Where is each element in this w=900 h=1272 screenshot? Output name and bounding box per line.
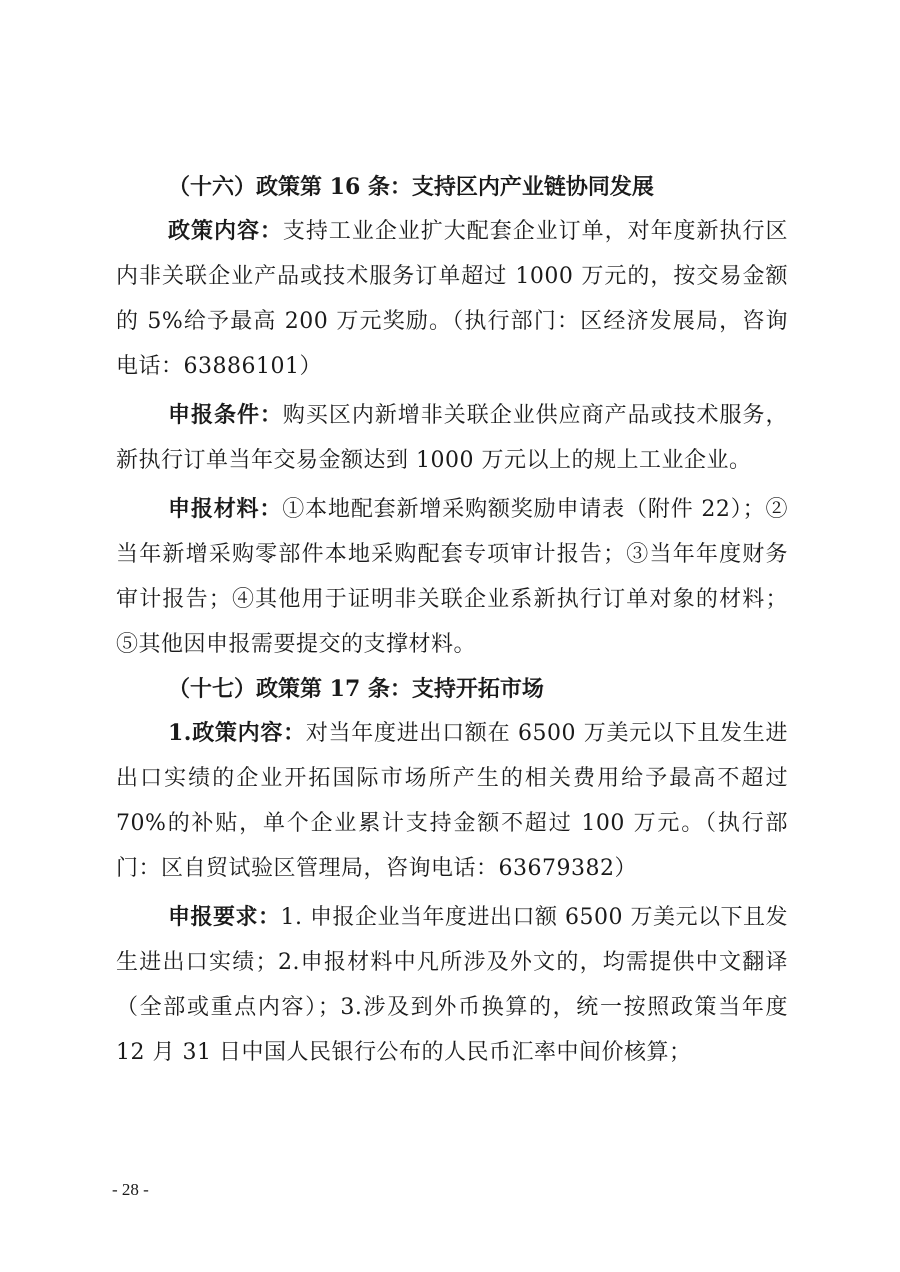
section-16-heading: （十六）政策第 16 条：支持区内产业链协同发展	[168, 174, 654, 200]
application-requirement-label: 申报要求：	[168, 904, 281, 930]
section-17-heading: （十七）政策第 17 条：支持开拓市场	[168, 676, 544, 702]
application-materials-label: 申报材料：	[168, 496, 283, 522]
page-number: - 28 -	[112, 1180, 149, 1199]
application-requirement-text: 1. 申报企业当年度进出口额 6500 万美元以下且发生进出口实绩；2.申报材料中凡所涉及外文的，均需提供中文翻译（全部或重点内容）；3.涉及到外币换算的，统一按照政策当年度 12 月 31 日中国人民银行公布的人民币汇率中间价核算；	[116, 905, 788, 1065]
page-content	[116, 165, 788, 1075]
section-17-requirement	[116, 895, 788, 1075]
application-materials-text: ①本地配套新增采购额奖励申请表（附件 22）；②当年新增采购零部件本地采购配套专项审计报告；③当年年度财务审计报告；④其他用于证明非关联企业系新执行订单对象的材料；⑤其他因申报需要提交的支撑材料。	[116, 497, 788, 657]
policy-content-label: 1.政策内容：	[168, 720, 306, 746]
section-17-content	[116, 711, 788, 891]
policy-content-text: 支持工业企业扩大配套企业订单，对年度新执行区内非关联企业产品或技术服务订单超过 1000 万元的，按交易金额的 5%给予最高 200 万元奖励。（执行部门：区经济发展局，咨询电话：63886101）	[116, 219, 788, 379]
section-16-materials	[116, 487, 788, 667]
policy-content-text: 对当年度进出口额在 6500 万美元以下且发生进出口实绩的企业开拓国际市场所产生的相关费用给予最高不超过 70%的补贴，单个企业累计支持金额不超过 100 万元。（执行部门：区自贸试验区管理局，咨询电话：63679382）	[116, 721, 789, 881]
application-condition-label: 申报条件：	[168, 402, 283, 428]
policy-content-label: 政策内容：	[168, 218, 283, 244]
application-condition-text: 购买区内新增非关联企业供应商产品或技术服务，新执行订单当年交易金额达到 1000 万元以上的规上工业企业。	[116, 403, 788, 473]
section-16-condition	[116, 393, 788, 483]
section-16-content	[116, 209, 788, 389]
